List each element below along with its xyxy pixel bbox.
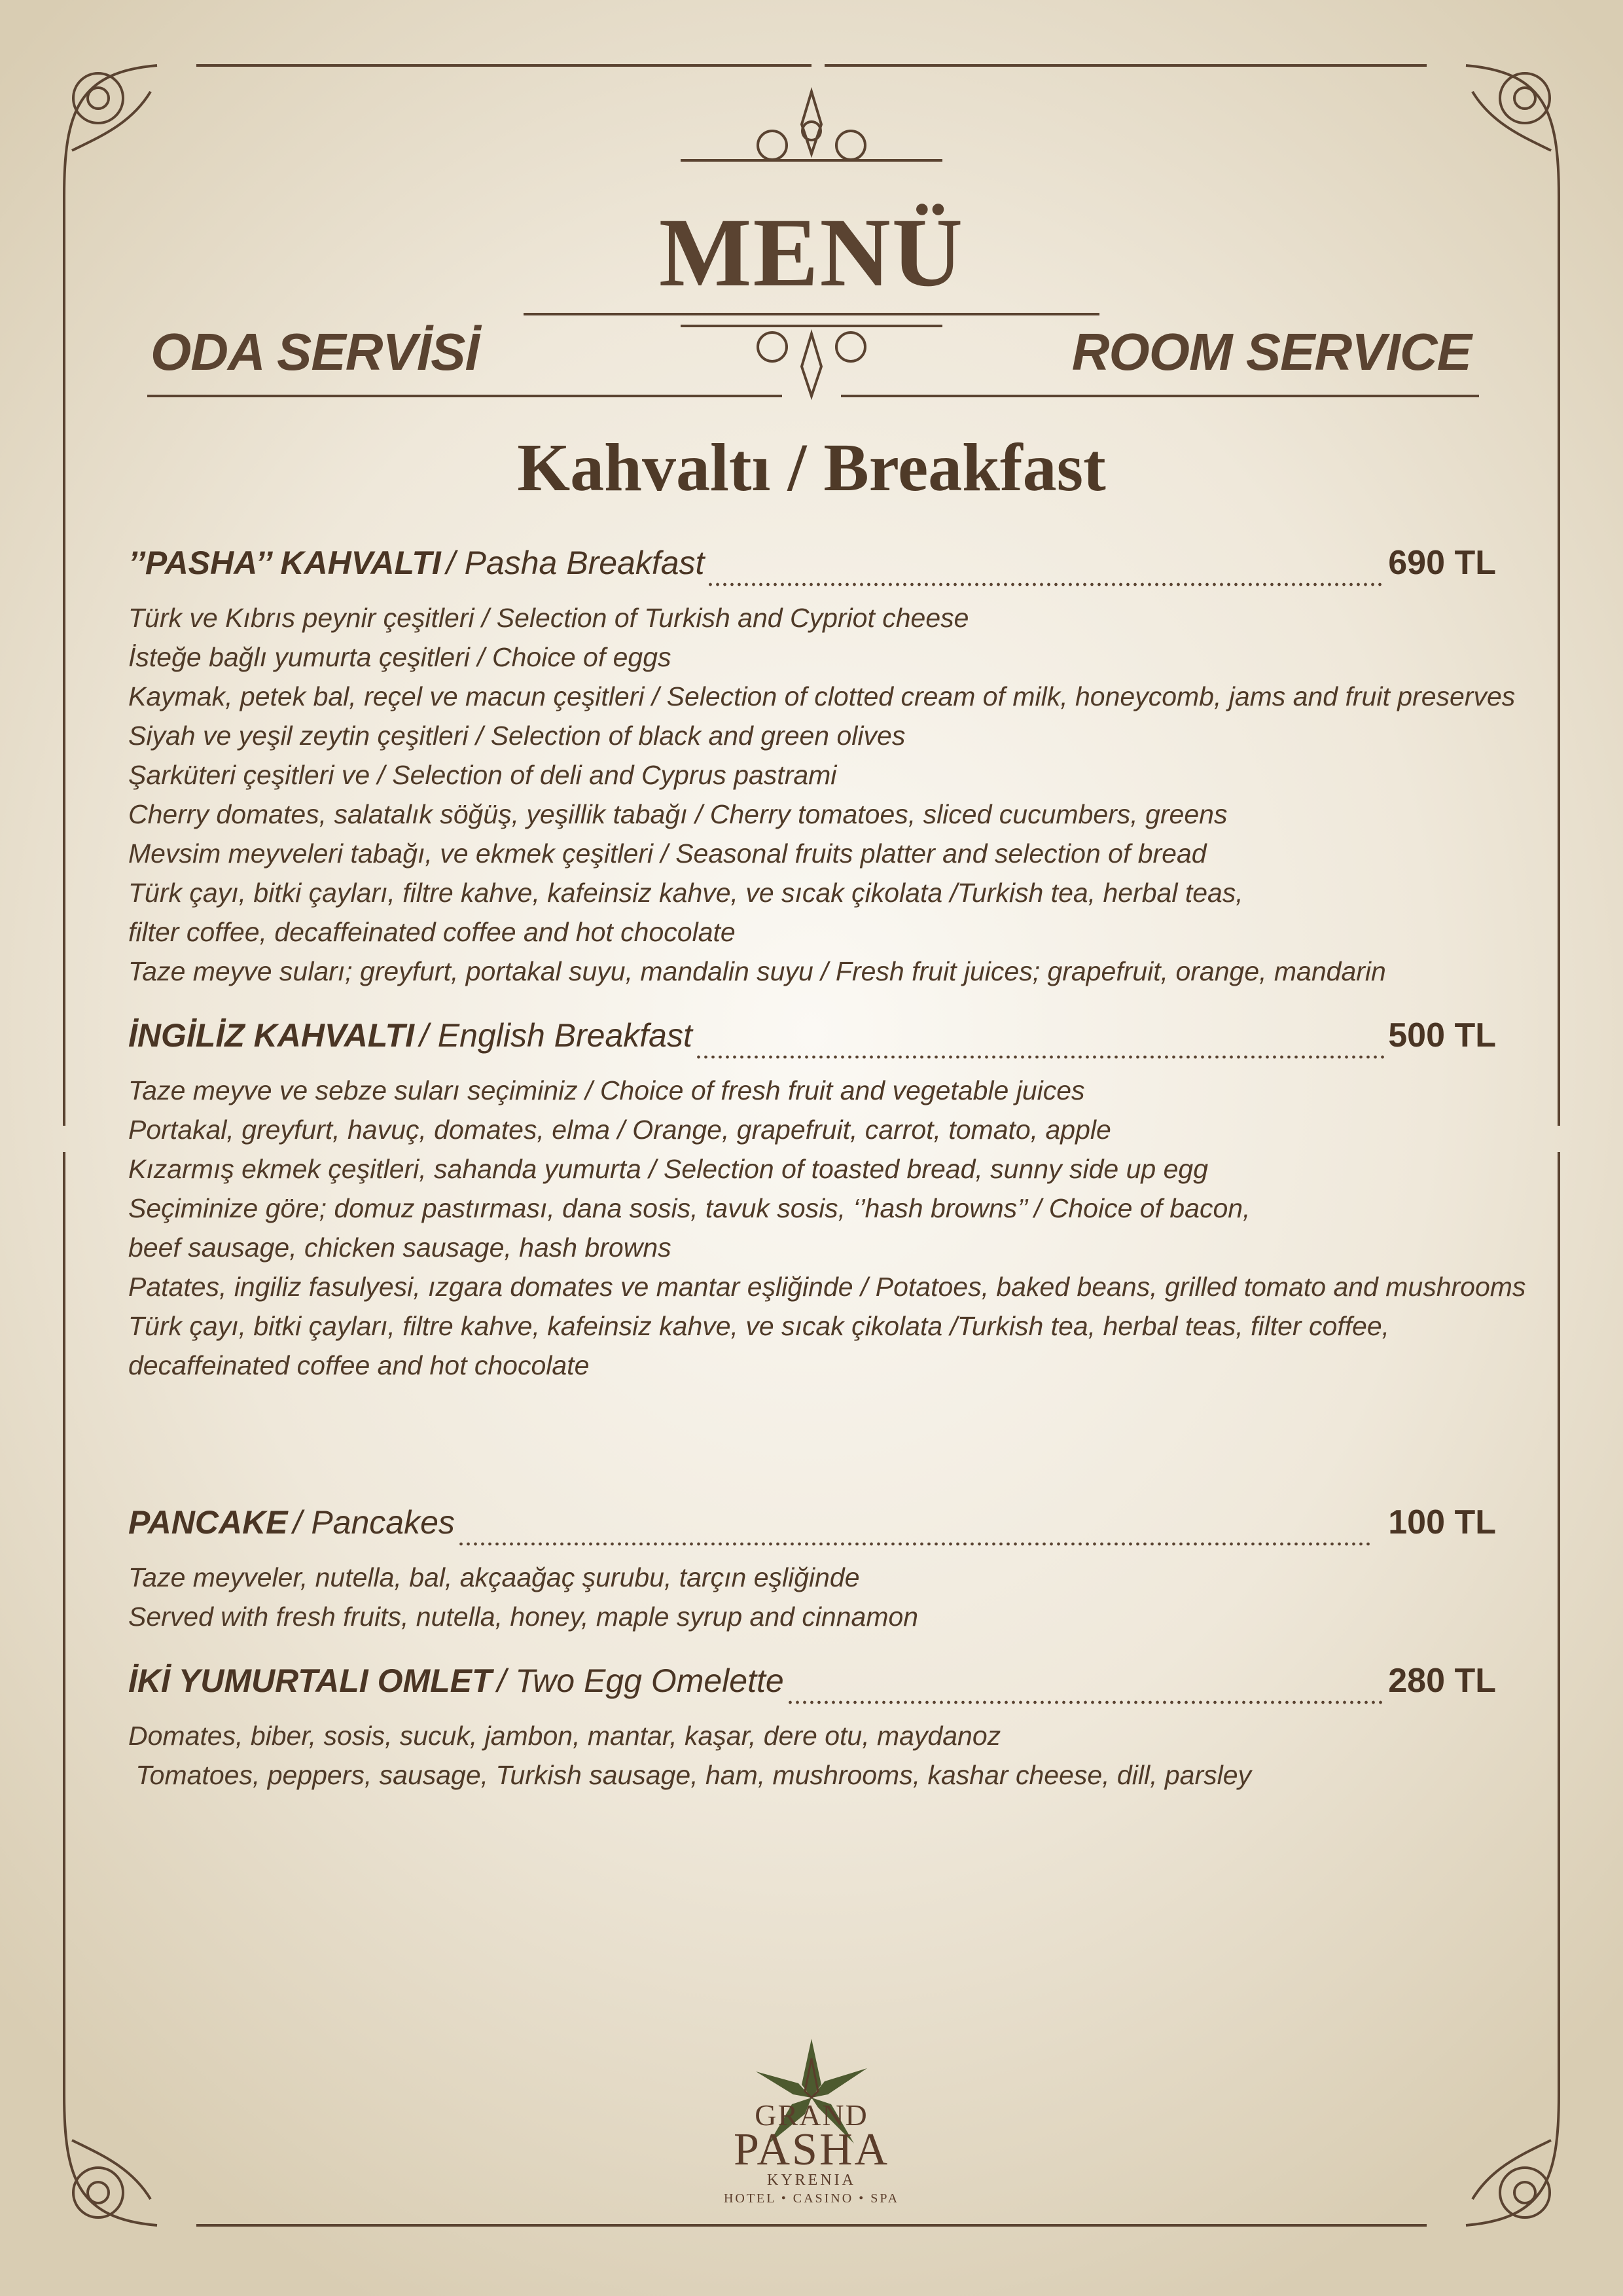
menu-item-name: İNGİLİZ KAHVALTI [128, 1017, 414, 1054]
menu-item-pasha-breakfast [128, 543, 1516, 991]
room-service-label-en: ROOM SERVICE [1071, 323, 1471, 381]
menu-item-description: Siyah ve yeşil zeytin çeşitleri / Selection of black and green olives [128, 721, 906, 751]
menu-item-description: Şarküteri çeşitleri ve / Selection of deli and Cyprus pastrami [128, 760, 837, 790]
dot-leader [695, 1055, 1385, 1059]
menu-item-description: Taze meyve suları; greyfurt, portakal suyu, mandalin suyu / Fresh fruit juices; grapefruit, orange, mandarin [128, 956, 1386, 986]
menu-item-description: Taze meyveler, nutella, bal, akçaağaç şurubu, tarçın eşliğinde [128, 1562, 860, 1592]
menu-item-subtitle: / Pasha Breakfast [446, 545, 705, 581]
corner-ornament-tr-icon [1466, 65, 1559, 196]
dot-leader [457, 1542, 1372, 1546]
menu-item-price: 690 TL [1388, 544, 1496, 582]
menu-item-header [128, 1503, 1496, 1558]
menu-item-description: Seçiminize göre; domuz pastırması, dana sosis, tavuk sosis, ‘’hash browns’’ / Choice of bacon, [128, 1193, 1251, 1223]
menu-item-subtitle: / English Breakfast [419, 1017, 692, 1054]
logo-text-grand: GRAND [755, 2098, 868, 2132]
room-service-label-tr: ODA SERVİSİ [151, 323, 479, 381]
menu-item-description: Domates, biber, sosis, sucuk, jambon, mantar, kaşar, dere otu, maydanoz [128, 1721, 1001, 1751]
menu-item-description: Türk çayı, bitki çayları, filtre kahve, kafeinsiz kahve, ve sıcak çikolata /Turkish tea, herbal teas, [128, 878, 1243, 908]
menu-item-description: filter coffee, decaffeinated coffee and hot chocolate [128, 917, 736, 947]
menu-item-pancakes [128, 1503, 1496, 1636]
menu-item-subtitle: / Pancakes [293, 1504, 455, 1541]
menu-item-description: Türk ve Kıbrıs peynir çeşitleri / Selection of Turkish and Cypriot cheese [128, 603, 969, 633]
menu-item-subtitle: / Two Egg Omelette [497, 1662, 784, 1699]
dot-leader [707, 583, 1385, 586]
menu-item-description: Tomatoes, peppers, sausage, Turkish sausage, ham, mushrooms, kashar cheese, dill, parsley [128, 1760, 1252, 1790]
logo-text-pasha: PASHA [733, 2125, 890, 2175]
menu-item-description: Cherry domates, salatalık söğüş, yeşillik tabağı / Cherry tomatoes, sliced cucumbers, greens [128, 799, 1228, 829]
menu-title: MENÜ [658, 198, 965, 307]
menu-item-price: 280 TL [1388, 1662, 1496, 1700]
menu-item-header [128, 1661, 1496, 1716]
menu-item-description: Patates, ingiliz fasulyesi, ızgara domates ve mantar eşliğinde / Potatoes, baked beans, grilled tomato and mushrooms [128, 1272, 1526, 1302]
section-title: Kahvaltı / Breakfast [517, 430, 1106, 505]
menu-item-description: decaffeinated coffee and hot chocolate [128, 1350, 590, 1380]
header-ornament-top-icon [681, 92, 942, 160]
menu-item-name: PANCAKE [128, 1504, 288, 1541]
menu-item-description: İsteğe bağlı yumurta çeşitleri / Choice of eggs [128, 642, 671, 672]
menu-item-name: İKİ YUMURTALI OMLET [128, 1662, 492, 1699]
menu-item-header [128, 543, 1496, 598]
menu-item-price: 100 TL [1388, 1503, 1496, 1541]
menu-item-description: Mevsim meyveleri tabağı, ve ekmek çeşitleri / Seasonal fruits platter and selection of bread [128, 838, 1207, 869]
corner-ornament-tl-icon [64, 65, 157, 196]
menu-item-description: Kızarmış ekmek çeşitleri, sahanda yumurta / Selection of toasted bread, sunny side up egg [128, 1154, 1208, 1184]
menu-item-description: Portakal, greyfurt, havuç, domates, elma / Orange, grapefruit, carrot, tomato, apple [128, 1115, 1111, 1145]
menu-item-description: Türk çayı, bitki çayları, filtre kahve, kafeinsiz kahve, ve sıcak çikolata /Turkish tea, herbal teas, filter coffee, [128, 1311, 1390, 1341]
header-ornament-bottom-icon [524, 314, 1099, 396]
menu-item-description: beef sausage, chicken sausage, hash browns [128, 1232, 671, 1263]
menu-item-description: Kaymak, petek bal, reçel ve macun çeşitleri / Selection of clotted cream of milk, honeycomb, jams and fruit preserves [128, 681, 1516, 711]
menu-item-description: Taze meyve ve sebze suları seçiminiz / Choice of fresh fruit and vegetable juices [128, 1075, 1085, 1105]
menu-item-two-egg-omelette [128, 1661, 1496, 1795]
logo-text-tagline: HOTEL • CASINO • SPA [723, 2191, 900, 2206]
menu-item-name: ’’PASHA’’ KAHVALTI [128, 545, 441, 581]
menu-item-english-breakfast [128, 1016, 1526, 1385]
menu-item-description: Served with fresh fruits, nutella, honey, maple syrup and cinnamon [128, 1602, 919, 1632]
menu-item-header [128, 1016, 1496, 1071]
menu-item-price: 500 TL [1388, 1016, 1496, 1054]
dot-leader [787, 1700, 1386, 1704]
logo-text-kyrenia: KYRENIA [767, 2172, 856, 2189]
